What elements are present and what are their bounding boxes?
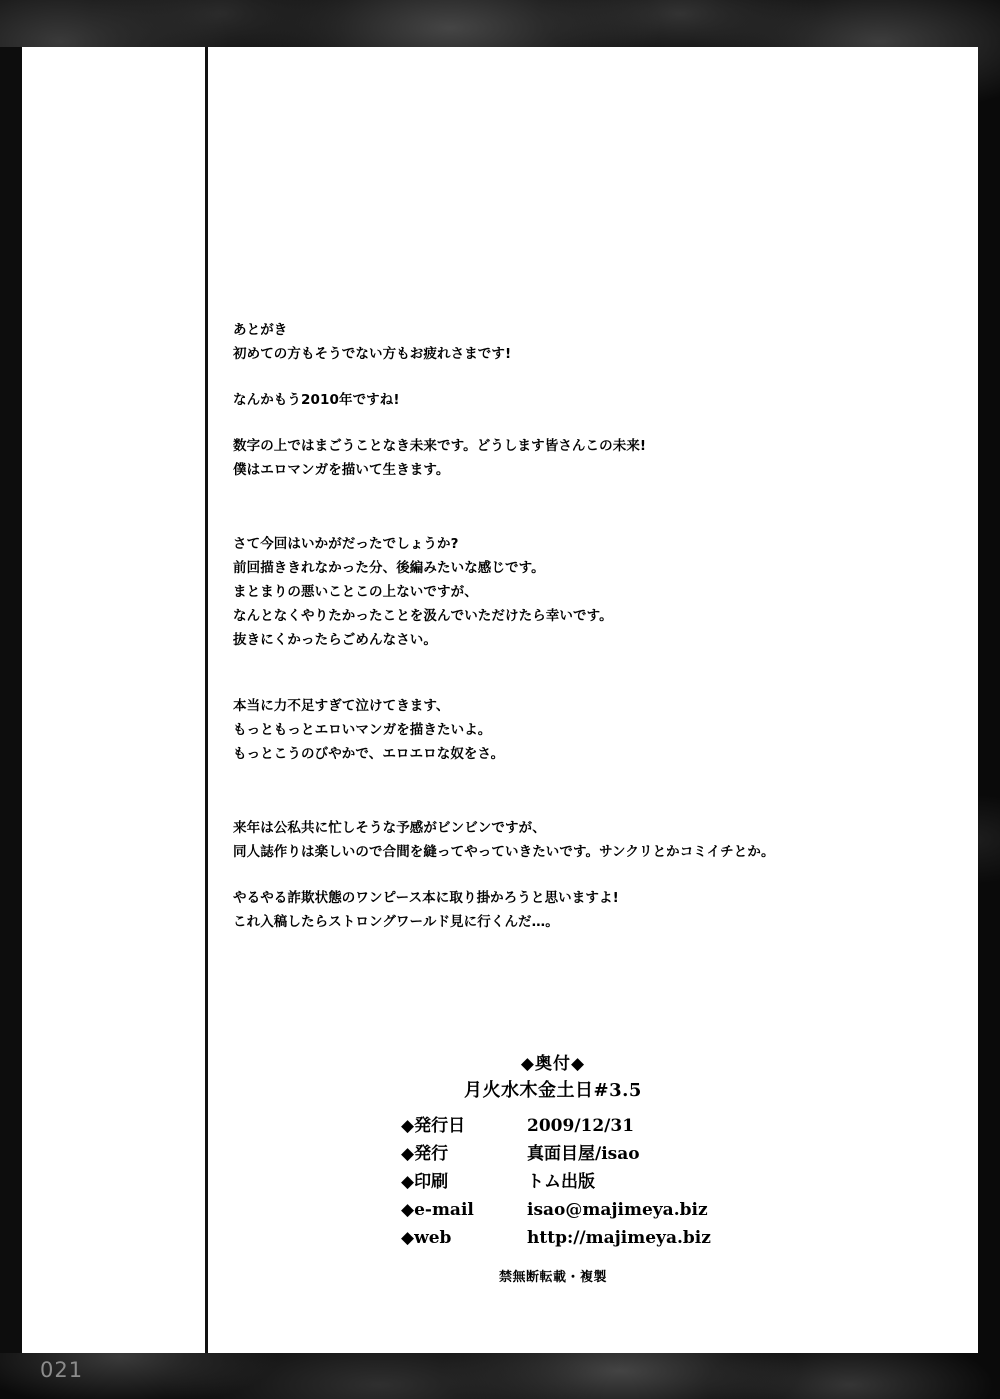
afterword-text-block xyxy=(233,318,873,934)
colophon-rows xyxy=(401,1112,873,1252)
colophon-row-value: 2009/12/31 xyxy=(527,1116,635,1136)
afterword-line: 本当に力不足すぎて泣けてきます、 xyxy=(233,698,450,714)
colophon-row-key: ◆印刷 xyxy=(401,1172,449,1192)
afterword-line: もっとこうのびやかで、エロエロな奴をさ。 xyxy=(233,746,505,762)
afterword-line: なんとなくやりたかったことを汲んでいただけたら幸いです。 xyxy=(233,608,613,624)
afterword-line: 前回描ききれなかった分、後編みたいな感じです。 xyxy=(233,560,545,576)
afterword-line: まとまりの悪いことこの上ないですが、 xyxy=(233,584,478,600)
colophon-block xyxy=(233,1052,873,1288)
spacer xyxy=(233,366,873,388)
colophon-subtitle: 月火水木金土日#3.5 xyxy=(464,1080,642,1101)
spacer xyxy=(233,652,873,694)
left-margin-strip xyxy=(0,47,22,1353)
colophon-row xyxy=(401,1112,873,1140)
page-number: 021 xyxy=(40,1358,84,1382)
afterword-line: 数字の上ではまごうことなき未来です。どうします皆さんこの未来! xyxy=(233,438,647,454)
afterword-line: 初めての方もそうでない方もお疲れさまです! xyxy=(233,346,512,362)
colophon-row-key: ◆web xyxy=(401,1228,452,1248)
afterword-line: 同人誌作りは楽しいので合間を縫ってやっていきたいです。サンクリとかコミイチとか。 xyxy=(233,844,775,860)
colophon-row-value: 真面目屋/isao xyxy=(527,1144,640,1164)
colophon-title: ◆奥付◆ xyxy=(520,1054,586,1074)
afterword-heading: あとがき xyxy=(233,322,288,338)
colophon-row xyxy=(401,1168,873,1196)
afterword-line: もっともっとエロいマンガを描きたいよ。 xyxy=(233,722,492,738)
colophon-row xyxy=(401,1196,873,1224)
colophon-row-key: ◆e-mail xyxy=(401,1200,474,1220)
afterword-line: 来年は公私共に忙しそうな予感がビンビンですが、 xyxy=(233,820,546,836)
colophon-row xyxy=(401,1140,873,1168)
afterword-line: 僕はエロマンガを描いて生きます。 xyxy=(233,462,450,478)
afterword-line: なんかもう2010年ですね! xyxy=(233,392,400,408)
copyright-note: 禁無断転載・複製 xyxy=(498,1270,607,1285)
spacer xyxy=(233,864,873,886)
gutter-rule xyxy=(205,47,208,1353)
afterword-line: これ入稿したらストロングワールド見に行くんだ…。 xyxy=(233,914,559,930)
colophon-row-value: トム出版 xyxy=(527,1172,595,1192)
colophon-row-value: isao@majimeya.biz xyxy=(527,1200,708,1220)
afterword-line: 抜きにくかったらごめんなさい。 xyxy=(233,632,437,648)
colophon-row-key: ◆発行 xyxy=(401,1144,449,1164)
spacer xyxy=(233,412,873,434)
colophon-row-key: ◆発行日 xyxy=(401,1116,466,1136)
afterword-line: さて今回はいかがだったでしょうか? xyxy=(233,536,459,552)
colophon-row-value: http://majimeya.biz xyxy=(527,1228,711,1248)
colophon-row xyxy=(401,1224,873,1252)
afterword-line: やるやる詐欺状態のワンピース本に取り掛かろうと思いますよ! xyxy=(233,890,619,906)
spacer xyxy=(233,766,873,816)
spacer xyxy=(233,482,873,532)
